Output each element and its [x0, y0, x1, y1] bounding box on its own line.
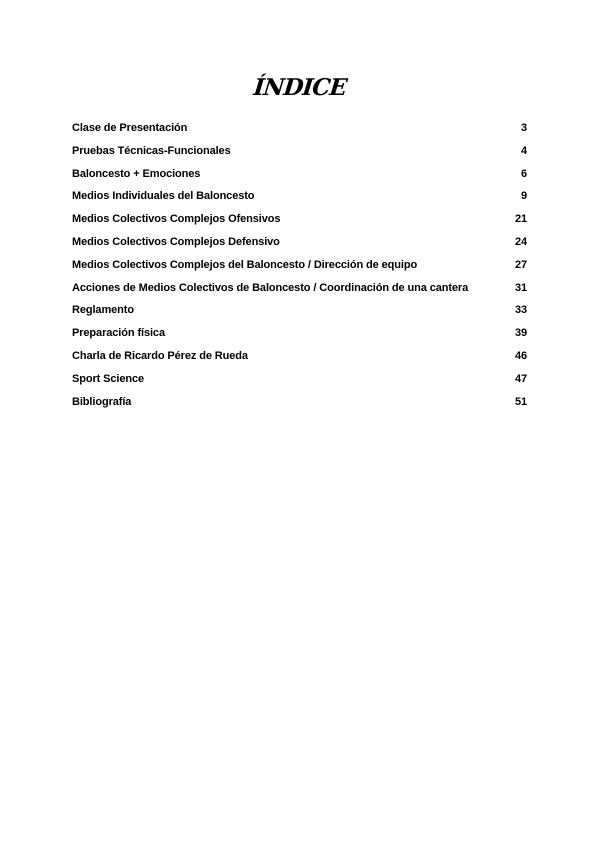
toc-entry-page: 51: [514, 395, 527, 408]
toc-entry-label: Pruebas Técnicas-Funcionales: [72, 144, 231, 157]
toc-entry: [72, 373, 527, 396]
toc-entry-label: Baloncesto + Emociones: [72, 167, 201, 180]
toc-entry-page: 6: [520, 167, 527, 180]
toc-entry-label: Bibliografía: [72, 395, 132, 408]
toc-entry: [72, 236, 527, 259]
toc-entry: [72, 304, 527, 327]
toc-entry: [72, 122, 527, 145]
toc-entry-page: 3: [520, 122, 527, 134]
toc-entry-label: Clase de Presentación: [72, 122, 188, 134]
toc-entry-label: Medios Individuales del Baloncesto: [72, 190, 255, 203]
toc-entry-page: 33: [514, 304, 527, 317]
toc-entry: [72, 350, 527, 373]
table-of-contents: [72, 122, 527, 418]
toc-entry: [72, 327, 527, 350]
toc-entry: [72, 396, 527, 419]
toc-entry-label: Sport Science: [72, 372, 145, 385]
toc-entry-label: Medios Colectivos Complejos del Baloncesto / Dirección de equipo: [72, 258, 418, 271]
toc-entry-page: 21: [514, 213, 527, 226]
toc-entry-label: Preparación física: [72, 327, 165, 340]
toc-entry: [72, 213, 527, 236]
toc-entry-page: 31: [514, 281, 527, 294]
toc-entry-label: Charla de Ricardo Pérez de Rueda: [72, 349, 248, 362]
toc-entry-label: Reglamento: [72, 304, 134, 317]
toc-entry-page: 27: [514, 258, 527, 271]
toc-entry-page: 46: [514, 349, 527, 362]
toc-entry-label: Medios Colectivos Complejos Ofensivos: [72, 213, 281, 226]
toc-entry-page: 24: [514, 235, 527, 248]
toc-entry-label: Acciones de Medios Colectivos de Baloncesto / Coordinación de una cantera: [72, 281, 469, 294]
toc-entry: [72, 190, 527, 213]
page-title: ÍNDICE: [252, 74, 348, 101]
toc-entry: [72, 282, 527, 305]
toc-entry-page: 4: [520, 144, 527, 157]
toc-entry: [72, 168, 527, 191]
toc-entry-page: 9: [520, 190, 527, 203]
toc-entry: [72, 145, 527, 168]
toc-entry: [72, 259, 527, 282]
toc-entry-page: 47: [514, 372, 527, 385]
toc-entry-label: Medios Colectivos Complejos Defensivo: [72, 235, 280, 248]
toc-entry-page: 39: [514, 327, 527, 340]
